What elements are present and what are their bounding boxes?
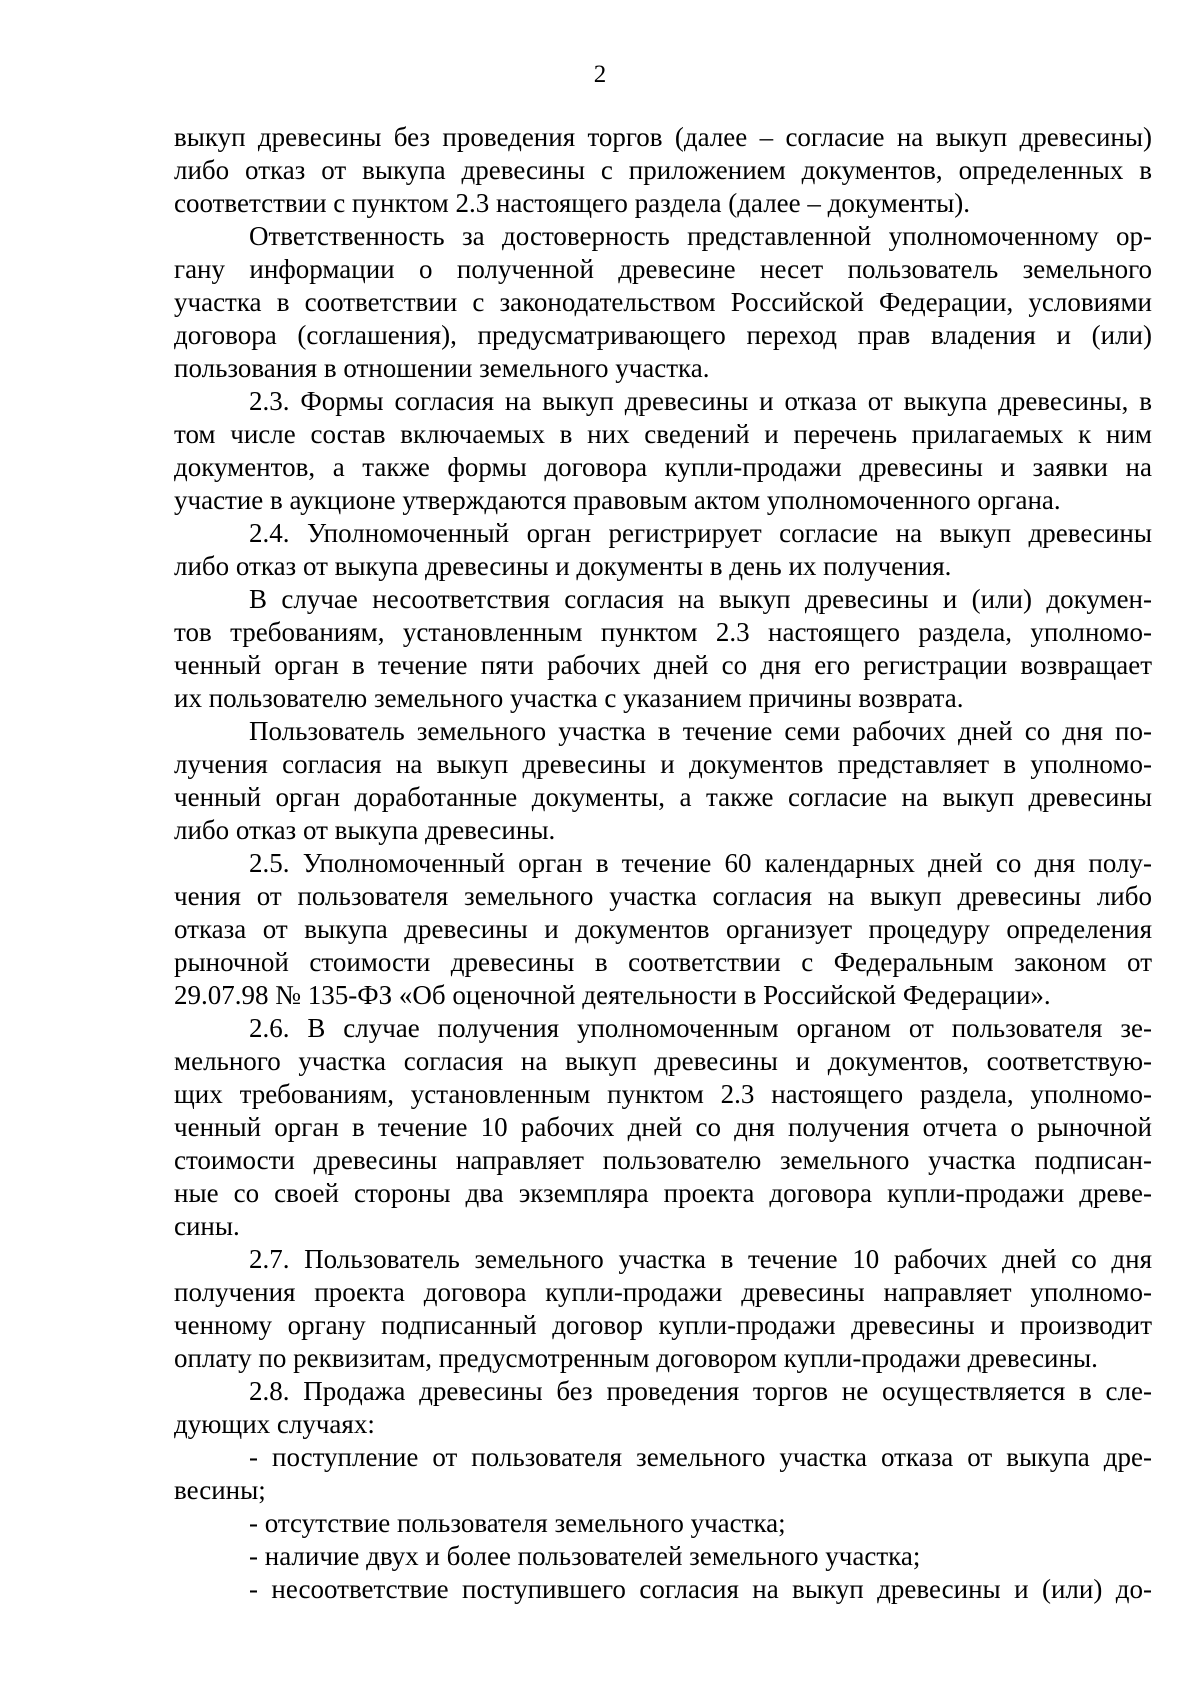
text-line: ченному органу подписанный договор купли-продажи древесины и производит (174, 1310, 1152, 1340)
text-line: - поступление от пользователя земельного участка отказа от выкупа дре- (249, 1442, 1152, 1472)
text-line: Пользователь земельного участка в течение семи рабочих дней со дня по- (249, 716, 1152, 746)
paragraph (174, 1012, 1152, 1243)
text-line: оплату по реквизитам, предусмотренным договором купли-продажи древесины. (174, 1343, 1098, 1373)
paragraph (174, 1573, 1152, 1606)
text-line: выкуп древесины без проведения торгов (далее – согласие на выкуп древесины) (174, 122, 1152, 152)
text-line: 2.6. В случае получения уполномоченным органом от пользователя зе- (249, 1013, 1152, 1043)
text-line: договора (соглашения), предусматривающего переход прав владения и (или) (174, 320, 1152, 350)
text-line: В случае несоответствия согласия на выкуп древесины и (или) докумен- (249, 584, 1152, 614)
paragraph (174, 1507, 1152, 1540)
text-line: ченный орган в течение 10 рабочих дней со дня получения отчета о рыночной (174, 1112, 1152, 1142)
text-line: либо отказ от выкупа древесины с приложением документов, определенных в (174, 155, 1152, 185)
text-line: либо отказ от выкупа древесины и документы в день их получения. (174, 551, 952, 581)
text-line: рыночной стоимости древесины в соответствии с Федеральным законом от (174, 947, 1152, 977)
paragraph (174, 1441, 1152, 1507)
text-line: 29.07.98 № 135-ФЗ «Об оценочной деятельности в Российской Федерации». (174, 980, 1051, 1010)
text-line: 2.7. Пользователь земельного участка в течение 10 рабочих дней со дня (249, 1244, 1152, 1274)
text-line: отказа от выкупа древесины и документов организует процедуру определения (174, 914, 1152, 944)
text-line: дующих случаях: (174, 1409, 375, 1439)
text-line: лучения согласия на выкуп древесины и документов представляет в уполномо- (174, 749, 1152, 779)
paragraph (174, 847, 1152, 1012)
text-line: Ответственность за достоверность представленной уполномоченному ор- (249, 221, 1152, 251)
paragraph (174, 1540, 1152, 1573)
text-line: мельного участка согласия на выкуп древесины и документов, соответствую- (174, 1046, 1152, 1076)
text-line: 2.4. Уполномоченный орган регистрирует согласие на выкуп древесины (249, 518, 1152, 548)
paragraph (174, 385, 1152, 517)
text-line: их пользователю земельного участка с указанием причины возврата. (174, 683, 964, 713)
text-line: 2.3. Формы согласия на выкуп древесины и отказа от выкупа древесины, в (249, 386, 1152, 416)
text-line: чения от пользователя земельного участка согласия на выкуп древесины либо (174, 881, 1152, 911)
text-line: весины; (174, 1475, 266, 1505)
page-number: 2 (593, 61, 607, 88)
text-line: стоимости древесины направляет пользователю земельного участка подписан- (174, 1145, 1152, 1175)
text-line: том числе состав включаемых в них сведений и перечень прилагаемых к ним (174, 419, 1152, 449)
text-line: либо отказ от выкупа древесины. (174, 815, 556, 845)
text-line: получения проекта договора купли-продажи древесины направляет уполномо- (174, 1277, 1152, 1307)
text-line: соответствии с пунктом 2.3 настоящего раздела (далее – документы). (174, 188, 970, 218)
paragraph (174, 715, 1152, 847)
text-line: сины. (174, 1211, 240, 1241)
text-line: гану информации о полученной древесине несет пользователь земельного (174, 254, 1152, 284)
text-line: 2.5. Уполномоченный орган в течение 60 календарных дней со дня полу- (249, 848, 1152, 878)
paragraph (174, 583, 1152, 715)
paragraph (174, 517, 1152, 583)
paragraph (174, 1375, 1152, 1441)
text-line: 2.8. Продажа древесины без проведения торгов не осуществляется в сле- (249, 1376, 1152, 1406)
paragraph (174, 121, 1152, 220)
text-line: ченный орган в течение пяти рабочих дней со дня его регистрации возвращает (174, 650, 1152, 680)
text-line: - несоответствие поступившего согласия на выкуп древесины и (или) до- (249, 1574, 1152, 1604)
paragraph (174, 1243, 1152, 1375)
text-line: - отсутствие пользователя земельного участка; (249, 1508, 786, 1538)
text-line: ченный орган доработанные документы, а также согласие на выкуп древесины (174, 782, 1152, 812)
text-line: пользования в отношении земельного участка. (174, 353, 710, 383)
text-line: - наличие двух и более пользователей земельного участка; (249, 1541, 921, 1571)
text-line: ные со своей стороны два экземпляра проекта договора купли-продажи древе- (174, 1178, 1152, 1208)
document-body (174, 121, 1152, 1606)
text-line: документов, а также формы договора купли-продажи древесины и заявки на (174, 452, 1152, 482)
text-line: участка в соответствии с законодательством Российской Федерации, условиями (174, 287, 1152, 317)
text-line: щих требованиям, установленным пунктом 2.3 настоящего раздела, уполномо- (174, 1079, 1152, 1109)
text-line: участие в аукционе утверждаются правовым актом уполномоченного органа. (174, 485, 1061, 515)
paragraph (174, 220, 1152, 385)
text-line: тов требованиям, установленным пунктом 2.3 настоящего раздела, уполномо- (174, 617, 1152, 647)
